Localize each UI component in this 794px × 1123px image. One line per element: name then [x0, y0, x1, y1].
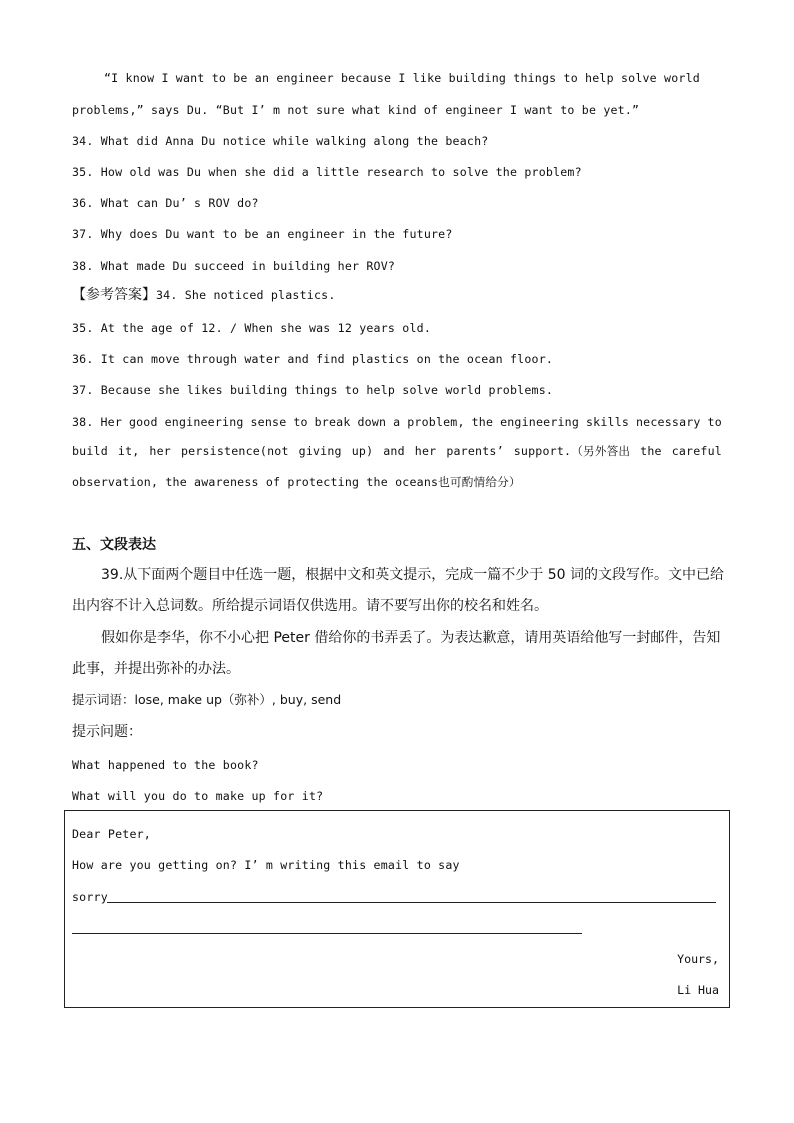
section-heading: 五、文段表达 — [72, 537, 156, 553]
passage-line-1: “I know I want to be an engineer because I like building things to help solve world — [104, 71, 700, 85]
hint-question-1: What happened to the book? — [72, 758, 259, 772]
answer-34-line — [72, 287, 336, 303]
word: break — [314, 415, 351, 429]
hint-question-2: What will you do to make up for it? — [72, 789, 324, 803]
instruction-line-2: 出内容不计入总词数。所给提示词语仅供选用。请不要写出你的校名和姓名。 — [72, 598, 548, 614]
word: persistence(not — [180, 444, 289, 458]
answer-35: 35. At the age of 12. / When she was 12 years old. — [72, 321, 432, 335]
word: up) — [351, 444, 374, 458]
answer-38-line-1 — [72, 414, 722, 430]
word: build — [72, 444, 108, 458]
question-38: 38. What made Du succeed in building her ROV? — [72, 259, 396, 273]
word: a — [393, 415, 401, 429]
letter-closing: Yours, — [677, 952, 719, 966]
word: problem, — [407, 415, 465, 429]
passage-line-2: problems,” says Du. “But I’ m not sure what kind of engineer I want to be yet.” — [72, 103, 640, 117]
letter-greeting: Dear Peter, — [72, 827, 151, 841]
word: sense — [250, 415, 287, 429]
question-34: 34. What did Anna Du notice while walking along the beach? — [72, 134, 489, 148]
word: to — [707, 415, 722, 429]
answer-key-label: 【参考答案】 — [72, 287, 156, 303]
word: the — [640, 444, 662, 458]
answer-34: 34. She noticed plastics. — [156, 288, 336, 302]
scenario-line-2: 此事，并提出弥补的办法。 — [72, 661, 240, 677]
word: careful — [671, 444, 722, 458]
word: to — [293, 415, 308, 429]
word: good — [128, 415, 158, 429]
letter-opening: How are you getting on? I’ m writing this email to say — [72, 858, 460, 872]
word: engineering — [164, 415, 244, 429]
answer-38-line-3: observation, the awareness of protecting the oceans也可酌情给分） — [72, 475, 521, 489]
word: skills — [585, 415, 630, 429]
word: support.（另外答出 — [513, 444, 631, 458]
letter-box — [64, 810, 730, 1008]
instruction-line-1: 39.从下面两个题目中任选一题，根据中文和英文提示，完成一篇不少于 50 词的文段写作。文中已给 — [101, 567, 724, 583]
word: necessary — [635, 415, 701, 429]
writing-line-2[interactable] — [72, 933, 582, 934]
letter-signature: Li Hua — [677, 983, 719, 997]
question-35: 35. How old was Du when she did a little research to solve the problem? — [72, 165, 582, 179]
word: her — [414, 444, 437, 458]
word: engineering — [500, 415, 580, 429]
word: her — [149, 444, 171, 458]
answer-38-line-2 — [72, 443, 722, 459]
letter-sorry: sorry — [72, 890, 108, 904]
answer-37: 37. Because she likes building things to help solve world problems. — [72, 383, 554, 397]
hint-questions-label: 提示问题： — [72, 724, 142, 740]
word: parents’ — [446, 444, 504, 458]
scenario-line-1: 假如你是李华，你不小心把 Peter 借给你的书弄丢了。为表达歉意，请用英语给他写一封邮件，告知 — [101, 630, 721, 646]
word: Her — [100, 415, 123, 429]
word: and — [383, 444, 405, 458]
hint-words: 提示词语：lose, make up（弥补）, buy, send — [72, 692, 342, 707]
question-36: 36. What can Du’ s ROV do? — [72, 196, 259, 210]
word: the — [471, 415, 494, 429]
word: 38. — [72, 415, 94, 429]
word: down — [357, 415, 387, 429]
word: giving — [298, 444, 342, 458]
word: it, — [117, 444, 140, 458]
writing-line-1[interactable] — [107, 902, 716, 903]
answer-36: 36. It can move through water and find plastics on the ocean floor. — [72, 352, 554, 366]
question-37: 37. Why does Du want to be an engineer in the future? — [72, 227, 453, 241]
